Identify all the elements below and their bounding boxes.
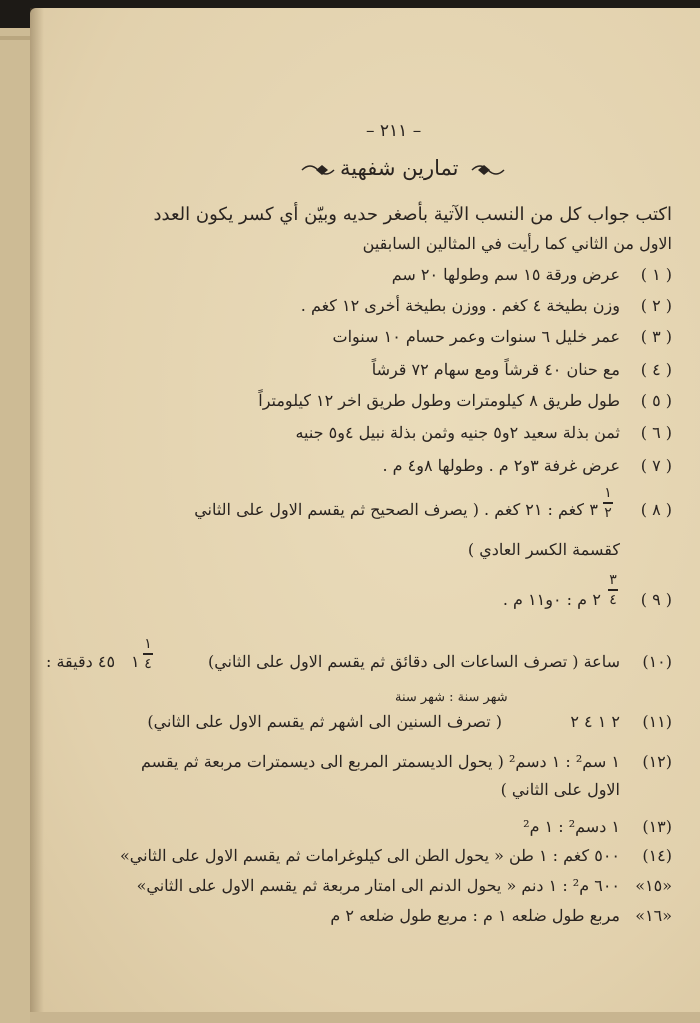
heading-title: تمارين شفهية: [340, 156, 459, 180]
page-number: – ٢١١ –: [366, 121, 422, 141]
fraction: [143, 637, 153, 671]
fraction: [608, 573, 618, 607]
fraction: [603, 486, 613, 520]
fraction-bar: [608, 589, 618, 591]
fraction-numerator: ١: [604, 485, 612, 501]
exercise-text: طول طريق ٨ كيلومترات وطول طريق اخر ١٢ كيلومتراً: [258, 391, 620, 410]
exercise-text: كقسمة الكسر العادي ): [467, 540, 620, 559]
exercise-number: (١١): [642, 712, 672, 731]
exercise-number: (١٣): [642, 817, 672, 836]
exercise-text: ثمن بذلة سعيد ٢و٥ جنيه وثمن بذلة نبيل ٤و٥ جنيه: [295, 423, 620, 442]
exercise-text: ١ سم² : ١ دسم² ( يحول الديسمتر المربع الى ديسمترات مربعة ثم يقسم: [140, 752, 620, 771]
section-heading: [300, 152, 510, 186]
exercise-text: عمر خليل ٦ سنوات وعمر حسام ١٠ سنوات: [332, 327, 620, 346]
ornament-right-icon: [470, 160, 506, 180]
exercise-number: ( ١ ): [640, 265, 672, 284]
intro-line: اكتب جواب كل من النسب الآتية بأصغر حديه وبيّن أي كسر يكون العدد: [153, 204, 672, 225]
exercise-number: ( ٥ ): [640, 391, 672, 410]
ornament-left-icon: [300, 160, 336, 180]
fraction-denominator: ٤: [144, 655, 152, 672]
exercise-text: عرض ورقة ١٥ سم وطولها ٢٠ سم: [391, 265, 620, 284]
exercise-text: ٦٠٠ م² : ١ دنم « يحول الدنم الى امتار مربعة ثم يقسم الاول على الثاني»: [136, 876, 620, 895]
exercise-text: كغم : ٢١ كغم . ( يصرف الصحيح ثم يقسم الاول على الثاني: [194, 500, 584, 519]
exercise-text: ساعة ( تصرف الساعات الى دقائق ثم يقسم الاول على الثاني): [207, 652, 620, 671]
exercise-text: م : ٠و١١ م .: [502, 590, 587, 609]
exercise-number: «١٦»: [635, 906, 672, 925]
mixed-whole: ٣: [589, 500, 598, 519]
page-bottom-edge: [30, 1012, 700, 1023]
underlying-page: [0, 28, 34, 1023]
intro-line: الاول من الثاني كما رأيت في المثالين السابقين: [362, 234, 672, 253]
exercise-number: «١٥»: [635, 876, 672, 895]
exercise-text: وزن بطيخة ٤ كغم . ووزن بطيخة أخرى ١٢ كغم .: [300, 296, 620, 315]
exercise-number: (١٠): [642, 652, 672, 671]
exercise-text: ( تصرف السنين الى اشهر ثم يقسم الاول على الثاني): [147, 712, 502, 731]
exercise-number: ( ٨ ): [640, 500, 672, 519]
page-gutter-shadow: [30, 8, 44, 1020]
exercise-number: ( ٣ ): [640, 327, 672, 346]
exercise-number: ( ٩ ): [640, 590, 672, 609]
exercise-values: ٢ ١ ٤ ٢: [570, 712, 620, 731]
exercise-text: مع حنان ٤٠ قرشاً ومع سهام ٧٢ قرشاً: [371, 360, 620, 379]
mixed-whole: ٢: [592, 590, 601, 609]
fraction-bar: [143, 653, 153, 655]
exercise-text: ٤٥ دقيقة :: [46, 652, 116, 671]
units-header: شهر سنة : شهر سنة: [395, 690, 508, 705]
fraction-numerator: ١: [144, 636, 152, 652]
exercise-number: (١٢): [642, 752, 672, 771]
exercise-number: ( ٧ ): [640, 456, 672, 475]
exercise-number: ( ٦ ): [640, 423, 672, 442]
mixed-whole: ١: [131, 652, 140, 671]
exercise-text: مربع طول ضلعه ١ م : مربع طول ضلعه ٢ م: [330, 906, 620, 925]
exercise-text: ١ دسم² : ١ م²: [523, 817, 620, 836]
exercise-text: ٥٠٠ كغم : ١ طن « يحول الطن الى كيلوغرامات ثم يقسم الاول على الثاني»: [119, 846, 620, 865]
fraction-bar: [603, 502, 613, 504]
exercise-text: عرض غرفة ٣و٢ م . وطولها ٨و٤ م .: [382, 456, 620, 475]
exercise-number: (١٤): [642, 846, 672, 865]
exercise-text: الاول على الثاني ): [500, 780, 620, 799]
fraction-denominator: ٢: [604, 504, 612, 521]
fraction-numerator: ٣: [609, 572, 617, 588]
exercise-number: ( ٤ ): [640, 360, 672, 379]
fraction-denominator: ٤: [609, 591, 617, 608]
exercise-number: ( ٢ ): [640, 296, 672, 315]
